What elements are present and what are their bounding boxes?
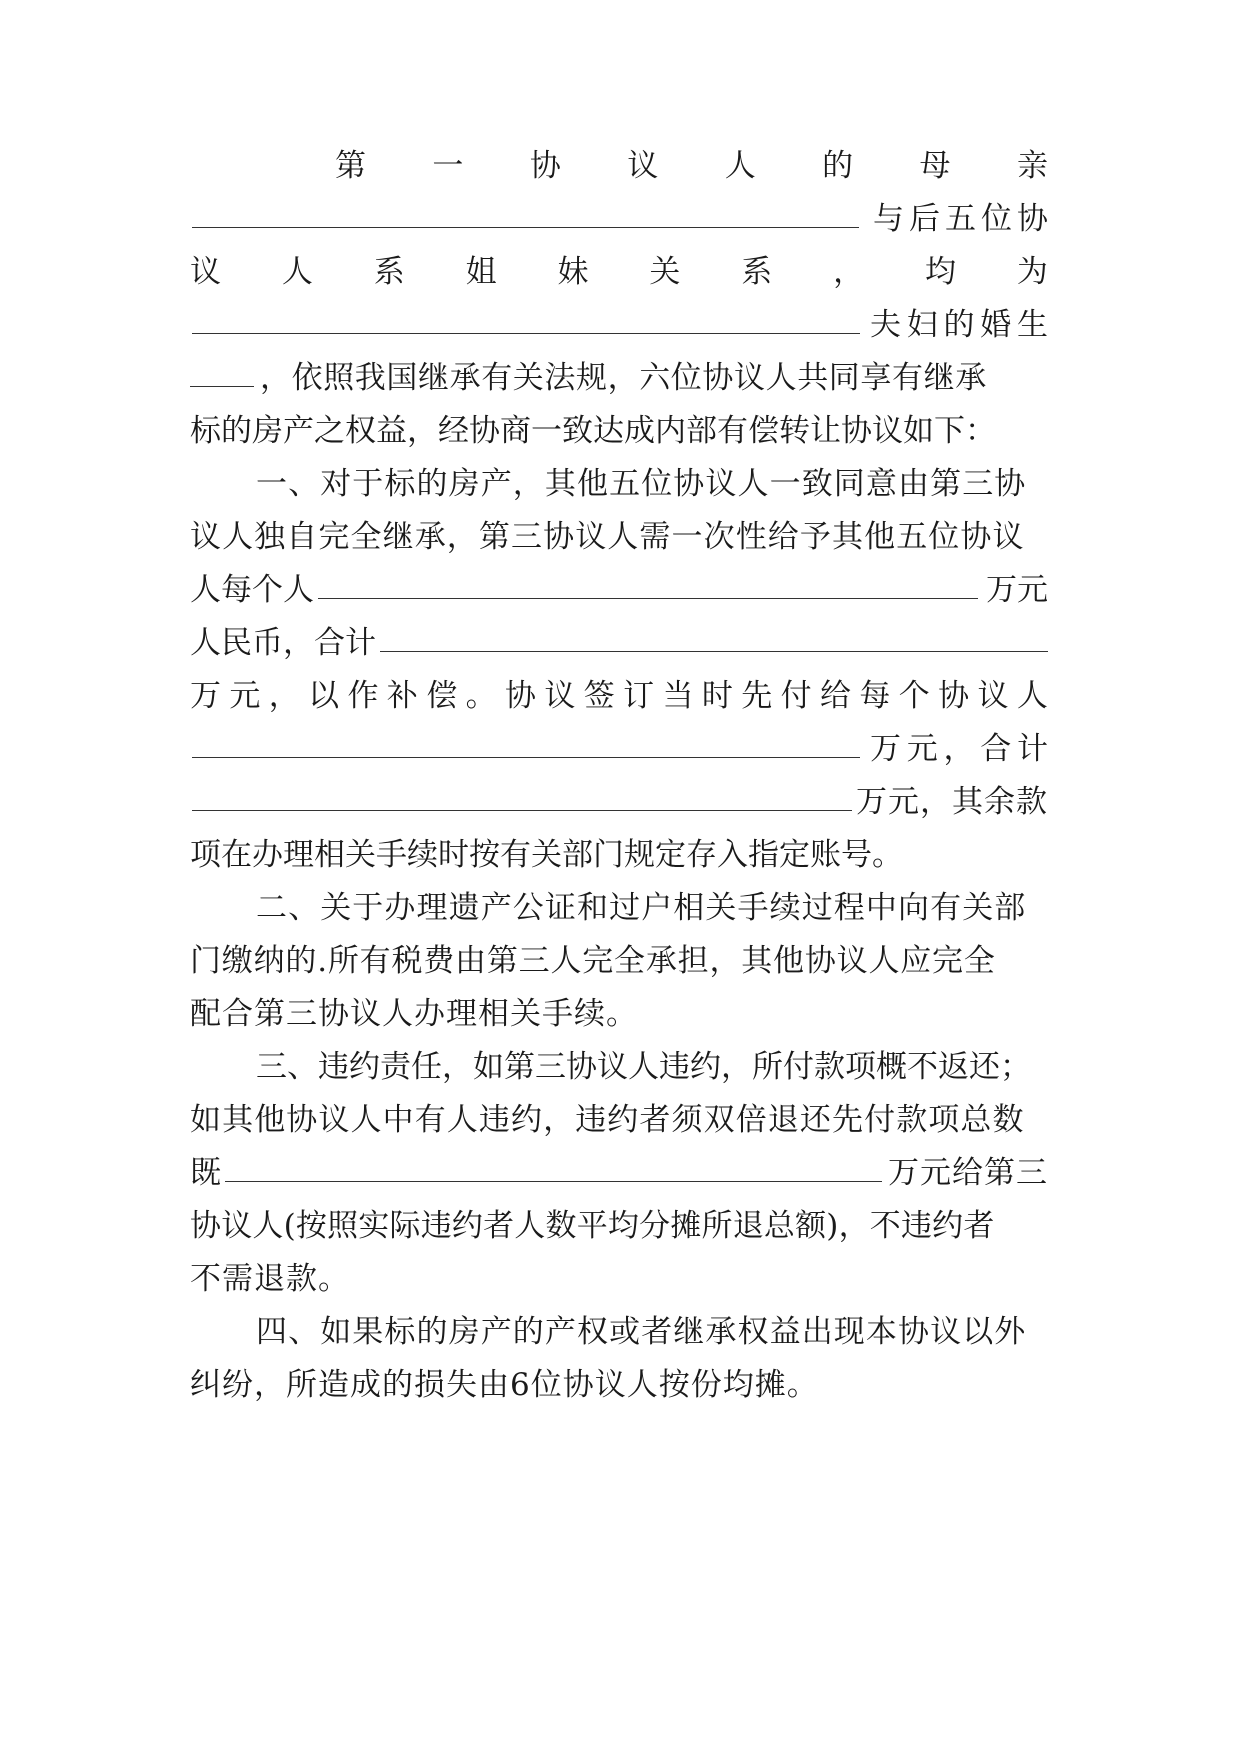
line-12-text bbox=[870, 727, 1048, 771]
fill-blank[interactable] bbox=[192, 727, 860, 758]
line-6: 标的房产之权益，经协商一致达成内部有偿转让协议如下： bbox=[190, 413, 996, 449]
line-11 bbox=[190, 674, 1048, 718]
char: 协 bbox=[1017, 201, 1048, 237]
char: 议 bbox=[544, 678, 576, 714]
char: 人 bbox=[1016, 678, 1048, 714]
line-5 bbox=[190, 356, 1048, 400]
char: 个 bbox=[898, 678, 930, 714]
fill-blank[interactable] bbox=[190, 356, 254, 387]
line-16: 门缴纳的.所有税费由第三人完全承担，其他协议人应完全 bbox=[190, 943, 996, 979]
fill-blank[interactable] bbox=[318, 568, 978, 599]
line-20-tail: 万元给第三 bbox=[888, 1155, 1048, 1191]
line-18: 三、违约责任，如第三协议人违约，所付款项概不返还； bbox=[256, 1049, 1031, 1085]
char: 系 bbox=[373, 254, 405, 290]
line-5-text: ，依照我国继承有关法规，六位协议人共同享有继承 bbox=[260, 360, 987, 396]
char: 万 bbox=[190, 678, 221, 714]
char: 以 bbox=[308, 678, 340, 714]
char: 与 bbox=[873, 201, 904, 237]
line-19: 如其他协议人中有人违约，违约者须双倍退还先付款项总数 bbox=[190, 1102, 1025, 1138]
line-23: 四、如果标的房产的产权或者继承权益出现本协议以外 bbox=[256, 1314, 1027, 1350]
char: 婚 bbox=[980, 307, 1012, 343]
fill-blank[interactable] bbox=[192, 303, 860, 334]
char: 第 bbox=[335, 148, 366, 184]
char: 当 bbox=[662, 678, 694, 714]
char: 议 bbox=[627, 148, 659, 184]
char: 母 bbox=[919, 148, 951, 184]
char: 的 bbox=[822, 148, 854, 184]
line-17: 配合第三协议人办理相关手续。 bbox=[190, 996, 638, 1032]
line-10 bbox=[190, 621, 1048, 665]
line-22: 不需退款。 bbox=[190, 1261, 350, 1297]
line-20-head: 既 bbox=[190, 1155, 221, 1191]
line-13-tail: 万元，其余款 bbox=[856, 784, 1048, 820]
char: 时 bbox=[701, 678, 733, 714]
char: 万 bbox=[870, 731, 901, 767]
line-2-text bbox=[873, 197, 1048, 241]
char: 议 bbox=[190, 254, 221, 290]
char: 协 bbox=[938, 678, 970, 714]
line-3 bbox=[190, 250, 1048, 294]
char: 元 bbox=[906, 731, 938, 767]
line-4 bbox=[190, 303, 1048, 347]
char: 均 bbox=[925, 254, 956, 290]
char: ， bbox=[943, 731, 975, 767]
char: 计 bbox=[1017, 731, 1048, 767]
char: 每 bbox=[859, 678, 891, 714]
char: ， bbox=[833, 254, 865, 290]
char: 给 bbox=[820, 678, 851, 714]
line-2 bbox=[190, 197, 1048, 241]
line-9 bbox=[190, 568, 1048, 612]
line-15: 二、关于办理遗产公证和过户相关手续过程中向有关部 bbox=[256, 890, 1027, 926]
char: 。 bbox=[465, 678, 497, 714]
char: 位 bbox=[981, 201, 1012, 237]
char: 妹 bbox=[557, 254, 589, 290]
char: 系 bbox=[741, 254, 773, 290]
char: 人 bbox=[724, 148, 756, 184]
line-1 bbox=[335, 144, 1048, 188]
line-12 bbox=[190, 727, 1048, 771]
char: 作 bbox=[347, 678, 379, 714]
char: 先 bbox=[741, 678, 773, 714]
char: 偿 bbox=[426, 678, 458, 714]
char: 一 bbox=[432, 148, 464, 184]
char: 协 bbox=[505, 678, 536, 714]
line-8: 议人独自完全继承，第三协议人需一次性给予其他五位协议 bbox=[190, 519, 1025, 555]
char: 协 bbox=[529, 148, 561, 184]
line-24: 纠纷，所造成的损失由6位协议人按份均摊。 bbox=[190, 1367, 819, 1403]
char: 付 bbox=[780, 678, 812, 714]
fill-blank[interactable] bbox=[380, 621, 1048, 652]
char: 的 bbox=[943, 307, 975, 343]
line-9-head: 人每个人 bbox=[190, 572, 314, 608]
char: 姐 bbox=[465, 254, 497, 290]
line-13 bbox=[190, 780, 1048, 824]
line-9-tail: 万元 bbox=[986, 572, 1048, 608]
char: 关 bbox=[649, 254, 681, 290]
char: 妇 bbox=[906, 307, 938, 343]
char: 签 bbox=[583, 678, 615, 714]
line-14: 项在办理相关手续时按有关部门规定存入指定账号。 bbox=[190, 837, 903, 873]
line-10-head: 人民币，合计 bbox=[190, 625, 376, 661]
line-4-text bbox=[870, 303, 1048, 347]
line-21: 协议人(按照实际违约者人数平均分摊所退总额)，不违约者 bbox=[190, 1208, 995, 1244]
char: 元 bbox=[229, 678, 261, 714]
char: 夫 bbox=[870, 307, 901, 343]
line-20 bbox=[190, 1151, 1048, 1195]
char: 后 bbox=[909, 201, 940, 237]
fill-blank[interactable] bbox=[192, 197, 859, 228]
char: 为 bbox=[1016, 254, 1048, 290]
char: 合 bbox=[980, 731, 1012, 767]
line-7: 一、对于标的房产，其他五位协议人一致同意由第三协 bbox=[256, 466, 1027, 502]
char: 补 bbox=[386, 678, 418, 714]
char: 五 bbox=[945, 201, 976, 237]
char: 亲 bbox=[1016, 148, 1048, 184]
char: 生 bbox=[1017, 307, 1048, 343]
char: 人 bbox=[281, 254, 313, 290]
fill-blank[interactable] bbox=[192, 780, 852, 811]
char: ， bbox=[268, 678, 300, 714]
char: 议 bbox=[977, 678, 1009, 714]
char: 订 bbox=[623, 678, 655, 714]
fill-blank[interactable] bbox=[225, 1151, 882, 1182]
